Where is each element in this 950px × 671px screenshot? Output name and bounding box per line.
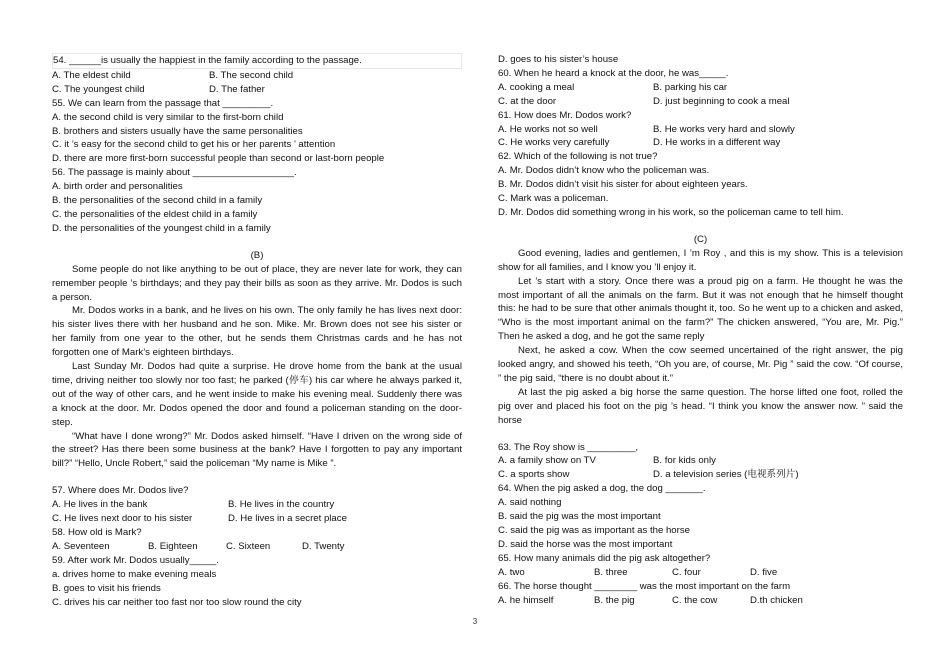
option-row	[498, 95, 903, 109]
option: A. He works not so well	[498, 123, 598, 135]
question-60	[498, 67, 903, 109]
option: A. cooking a meal	[498, 81, 575, 93]
question-stem: 60. When he heard a knock at the door, he was_____.	[498, 67, 729, 79]
option: B. He lives in the country	[228, 499, 335, 511]
passage-b	[52, 249, 462, 472]
option: B. Mr. Dodos didn’t visit his sister for about eighteen years.	[498, 179, 748, 191]
question-stem: 66. The horse thought ________ was the most important on the farm	[498, 580, 791, 592]
option: A. two	[498, 566, 525, 578]
option-row	[52, 498, 462, 512]
question-65	[498, 552, 903, 580]
option: B. for kids only	[653, 455, 716, 467]
option-row	[498, 123, 903, 137]
option: A. a family show on TV	[498, 455, 596, 467]
option: D. He lives in a secret place	[228, 513, 347, 525]
option: A. The eldest child	[52, 69, 131, 81]
question-61	[498, 109, 903, 151]
question-62	[498, 150, 903, 220]
question-stem: 55. We can learn from the passage that _________.	[52, 97, 274, 109]
option: C. it ’s easy for the second child to get his or her parents ’ attention	[52, 139, 336, 151]
option: A. said nothing	[498, 497, 562, 509]
question-56	[52, 166, 462, 236]
passage-paragraph: At last the pig asked a big horse the same question. The horse lifted one foot, rolled the pig over and placed his foot on the pig ’s head. “I think you know the answer now. ” said the horse	[498, 386, 903, 426]
question-stem: 63. The Roy show is _________,	[498, 441, 639, 453]
passage-paragraph: Next, he asked a cow. When the cow seemed uncertained of the right answer, the pig looked angry, and showed his teeth, “Oh you are, of course, Mr. Pig ” said the cow. “Of course, ” the pig said, “there is no doubt about it.”	[498, 345, 903, 384]
passage-paragraph: Some people do not like anything to be out of place, they are never late for work, they can remember people ’s birthdays; and they pay their bills as soon as they arrive. Mr. Dodos is such a person.	[52, 263, 462, 303]
option: A. he himself	[498, 594, 554, 606]
option: D.th chicken	[750, 594, 803, 606]
option: C. four	[672, 566, 701, 578]
question-57	[52, 484, 462, 526]
option-row	[52, 69, 462, 83]
question-stem: 59. After work Mr. Dodos usually_____.	[52, 554, 219, 566]
option: A. He lives in the bank	[52, 499, 148, 511]
option: B. parking his car	[653, 81, 728, 93]
option: C. The youngest child	[52, 83, 145, 95]
question-64	[498, 482, 903, 552]
option: C. Sixteen	[226, 540, 271, 552]
option: B. goes to visit his friends	[52, 582, 161, 594]
option-row	[52, 83, 462, 97]
passage-heading: (C)	[693, 233, 708, 245]
question-stem: 61. How does Mr. Dodos work?	[498, 109, 632, 121]
option: D. Twenty	[302, 540, 345, 552]
passage-paragraph: “What have I done wrong?” Mr. Dodos asked himself. “Have I driven on the wrong side of the street? Has there been some business at the bank? Have I forgotten to pay any important bill?” “Hello, Uncle Robert,” said the policeman “My name is Mike ”.	[52, 430, 462, 470]
option-row	[498, 594, 903, 608]
option-row	[498, 136, 903, 150]
option: A. birth order and personalities	[52, 181, 183, 193]
option: C. Mark was a policeman.	[498, 193, 609, 205]
option: B. He works very hard and slowly	[653, 123, 795, 135]
option: C. He works very carefully	[498, 137, 610, 149]
option: D. Mr. Dodos did something wrong in his work, so the policeman came to tell him.	[498, 206, 844, 218]
option: B. three	[594, 566, 628, 578]
option: C. He lives next door to his sister	[52, 513, 193, 525]
option: B. The second child	[209, 69, 294, 81]
option-row	[498, 468, 903, 482]
option-row	[498, 81, 903, 95]
option: D. said the horse was the most important	[498, 538, 673, 550]
passage-paragraph: Good evening, ladies and gentlemen, I ’m Roy , and this is my show. This is a television show for all families, and I know you ’ll enjoy it.	[498, 247, 903, 273]
option: C. the personalities of the eldest child in a family	[52, 208, 258, 220]
option-row	[52, 540, 462, 554]
right-column	[498, 53, 903, 607]
passage-paragraph: Mr. Dodos works in a bank, and he lives on his own. The only family he has lives next door: his sister lives there with her husband and he son. Mike. Mr. Brown does not see his sister or her family from one year to the other, but he sends them Christmas cards and he has not forgotten one of Mark’s eighteen birthdays.	[52, 305, 462, 359]
passage-paragraph: Let ’s start with a story. Once there was a proud pig on a farm. He thought he was the most important of all the animals on the farm. But it was not enough that he himself thought this: he had to be sure that other animals thought it, too. So he went up to a chicken and asked, “Who is the most important animal on the farm?” The chicken answered, “You are, Mr. Pig.” Then he asked a dog, and he got the same reply	[498, 275, 903, 343]
option: B. the personalities of the second child in a family	[52, 195, 263, 207]
option: D. He works in a different way	[653, 137, 781, 149]
option: a. drives home to make evening meals	[52, 568, 217, 580]
option-row	[498, 454, 903, 468]
passage-paragraph: Last Sunday Mr. Dodos had quite a surprise. He drove home from the bank at the usual time, driving neither too slowly nor too fast; he parked (停车) his car where he always parked it, out of the way of other cars, and he went inside to make his evening meal. Suddenly there was a knock at the door. Mr. Dodos opened the door and found a policeman standing on the door-step.	[52, 361, 462, 428]
question-stem: 57. Where does Mr. Dodos live?	[52, 485, 189, 497]
question-stem: 64. When the pig asked a dog, the dog _______.	[498, 483, 706, 495]
option: D. the personalities of the youngest child in a family	[52, 222, 271, 234]
question-stem: 58. How old is Mark?	[52, 527, 142, 538]
passage-heading: (B)	[250, 249, 264, 261]
option: A. the second child is very similar to the first-born child	[52, 111, 284, 123]
option: D. The father	[209, 83, 265, 95]
question-58	[52, 526, 462, 554]
option: C. the cow	[672, 594, 718, 606]
question-stem: 54. ______is usually the happiest in the family according to the passage.	[52, 53, 462, 69]
question-59	[52, 554, 462, 610]
option: D. goes to his sister’s house	[498, 54, 619, 65]
option: D. there are more first-born successful people than second or last-born people	[52, 153, 385, 165]
passage-c	[498, 233, 903, 428]
option: B. the pig	[594, 594, 635, 606]
option: B. said the pig was the most important	[498, 511, 661, 523]
option: B. brothers and sisters usually have the same personalities	[52, 125, 303, 137]
option: D. five	[750, 566, 778, 578]
option: A. Mr. Dodos didn’t know who the policeman was.	[498, 165, 710, 177]
question-66	[498, 580, 903, 608]
question-stem: 65. How many animals did the pig ask altogether?	[498, 552, 711, 564]
option: D. a television series (电视系列片)	[653, 469, 799, 481]
question-55	[52, 97, 462, 167]
question-stem: 56. The passage is mainly about ___________________.	[52, 167, 297, 179]
option: C. said the pig was as important as the horse	[498, 525, 690, 536]
option: C. at the door	[498, 95, 557, 107]
option: B. Eighteen	[148, 540, 198, 552]
left-column	[52, 53, 462, 609]
option: A. Seventeen	[52, 540, 110, 552]
question-54	[52, 53, 462, 97]
question-stem: 62. Which of the following is not true?	[498, 151, 658, 163]
option: C. a sports show	[498, 469, 570, 481]
option-row	[498, 566, 903, 580]
option: D. just beginning to cook a meal	[653, 95, 790, 107]
option: C. drives his car neither too fast nor too slow round the city	[52, 596, 302, 608]
question-63	[498, 441, 903, 483]
page-number: 3	[472, 617, 478, 626]
option-row	[52, 512, 462, 526]
